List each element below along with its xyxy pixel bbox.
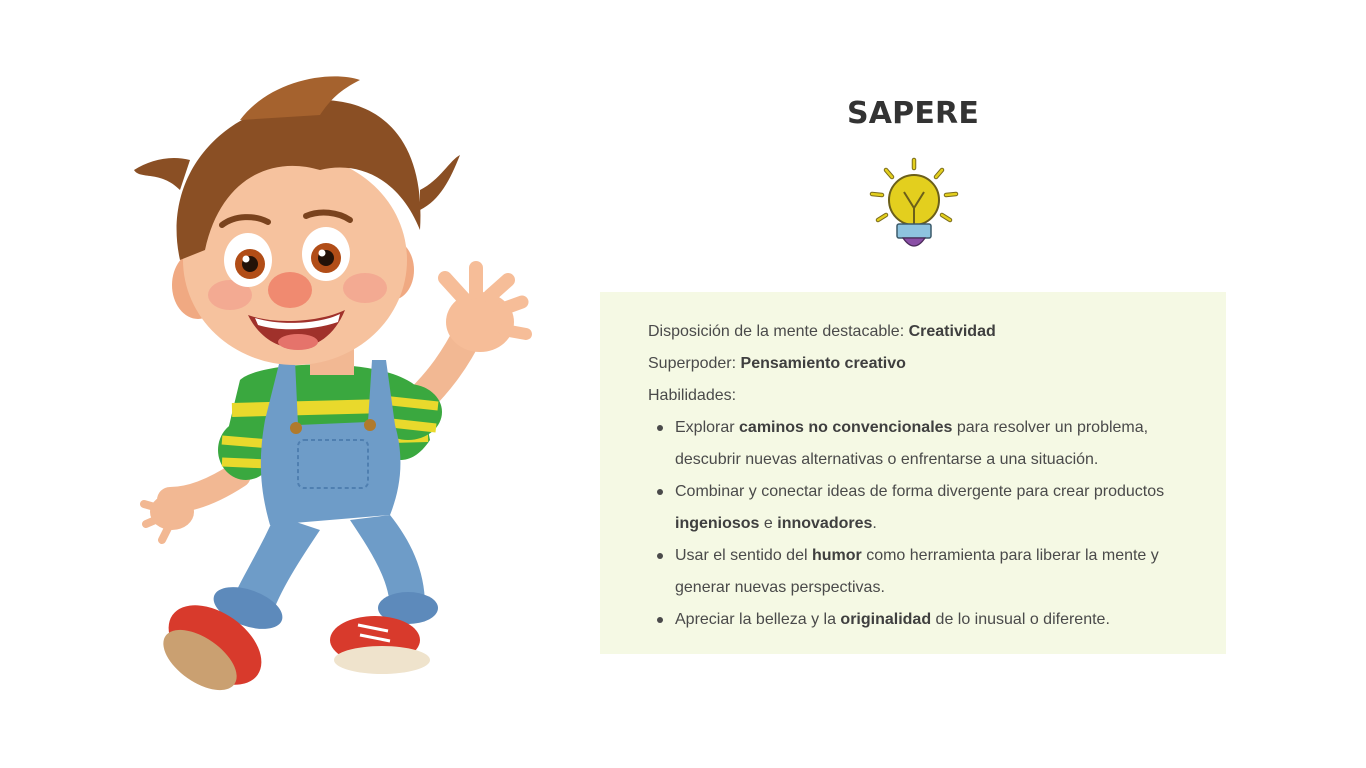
superpower-value: Pensamiento creativo xyxy=(740,355,906,372)
superpower-label: Superpoder: xyxy=(648,355,741,372)
skill-highlight: humor xyxy=(811,547,862,564)
skill-item xyxy=(648,604,1196,636)
skill-item xyxy=(648,412,1196,476)
profile-panel xyxy=(600,292,1226,654)
skill-text: como herramienta para liberar la mente y generar nuevas perspectivas. xyxy=(675,547,1159,596)
lightbulb-icon xyxy=(866,154,962,254)
disposition-line xyxy=(648,316,1196,348)
skill-item xyxy=(648,476,1196,540)
skill-text: de lo inusual o diferente. xyxy=(931,611,1110,628)
skill-text: Usar el sentido del xyxy=(675,547,812,564)
skill-highlight: originalidad xyxy=(840,611,932,628)
skill-text: Apreciar la belleza y la xyxy=(675,611,841,628)
skill-highlight: caminos no convencionales xyxy=(739,419,953,436)
disposition-value: Creatividad xyxy=(908,323,996,340)
skill-highlight: ingeniosos xyxy=(675,515,760,532)
skills-heading: Habilidades: xyxy=(648,387,737,404)
skill-text: e xyxy=(759,515,778,532)
skill-text: . xyxy=(872,515,877,532)
skill-item xyxy=(648,540,1196,604)
superpower-line xyxy=(648,348,1196,380)
skill-text: para resolver un problema, descubrir nuevas alternativas o enfrentarse a una situación. xyxy=(675,419,1149,468)
skill-text: Combinar y conectar ideas de forma divergente para crear productos xyxy=(675,483,1165,500)
boy-illustration xyxy=(120,60,540,700)
page-title: SAPERE xyxy=(846,96,980,131)
skill-highlight: innovadores xyxy=(777,515,873,532)
disposition-label: Disposición de la mente destacable: xyxy=(648,323,909,340)
skill-text: Explorar xyxy=(675,419,740,436)
skills-list xyxy=(648,412,1196,636)
